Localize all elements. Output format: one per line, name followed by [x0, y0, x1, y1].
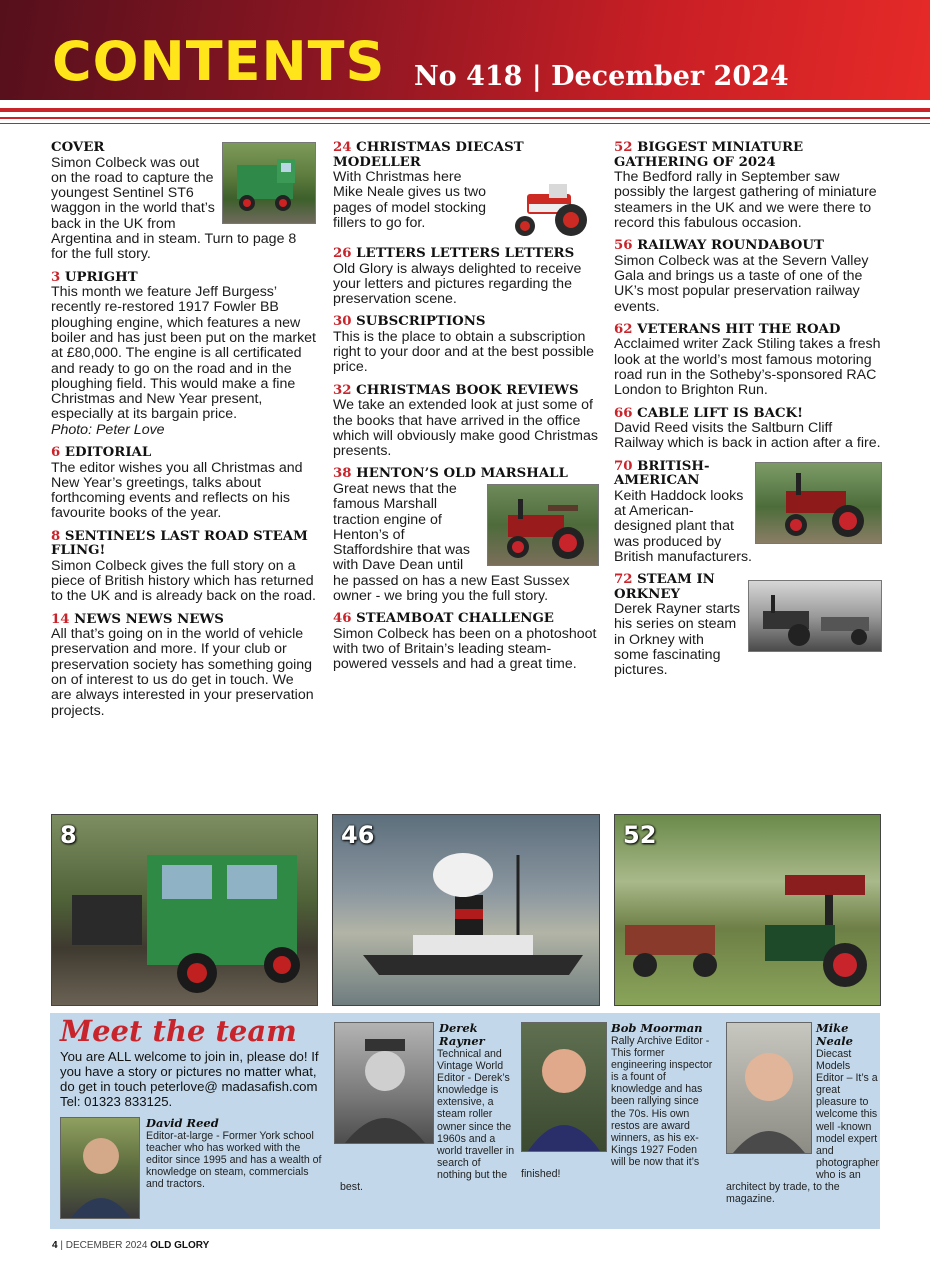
entry-text: All that’s going on in the world of vehicle preservation and more. If your club or preservation society has something going on of interest to us do get in touch. We are always interested in your preservation projects.: [51, 626, 314, 719]
contents-entry-subscriptions[interactable]: [333, 315, 599, 375]
contents-entry-cable-lift[interactable]: [614, 407, 882, 452]
contents-entry-cover[interactable]: [51, 141, 316, 263]
team-member-bob: [521, 1022, 713, 1180]
plant-machine-icon: [755, 462, 882, 544]
page-title: CONTENTS: [52, 30, 386, 93]
photo-page-number: 46: [341, 821, 375, 849]
member-name: Bob Moorman: [611, 1021, 703, 1035]
contents-entry-british-american[interactable]: [614, 460, 882, 565]
david-reed-portrait-icon: [60, 1117, 140, 1219]
page-number: 66: [614, 405, 633, 421]
photo-page-number: 52: [623, 821, 657, 849]
contents-entry-henton[interactable]: [333, 467, 599, 604]
entry-text: The Bedford rally in September saw possibly the largest gathering of miniature steamers in the UK and we were there to record this fabulous occasion.: [614, 169, 877, 231]
contents-column-2: [333, 141, 599, 681]
entry-text: We take an extended look at just some of the books that have arrived in the office which will obviously make good Christmas presents.: [333, 397, 598, 460]
contents-entry-railway[interactable]: [614, 239, 882, 315]
entry-text: Simon Colbeck gives the full story on a piece of British history which has returned to the UK and is already back on the road.: [51, 557, 316, 605]
entry-title: BRITISH-AMERICAN: [614, 458, 710, 489]
contents-column-3: [614, 141, 882, 687]
entry-title: UPRIGHT: [64, 269, 138, 285]
member-bio: [340, 1048, 515, 1193]
contents-entry-orkney[interactable]: [614, 573, 882, 678]
member-bio-text: Technical and Vintage World Editor - Derek’s knowledge is extensive, a steam roller owner since the 1960s and a world traveller in search of nothing but the best.: [340, 1048, 515, 1194]
team-member-derek: [340, 1022, 515, 1193]
contents-entry-sentinel[interactable]: [51, 530, 316, 605]
entry-text: Derek Rayner starts his series on steam in Orkney with some fascinating pictures.: [614, 601, 741, 679]
member-bio-text: Diecast Models Editor – It’s a great pleasure to welcome this well -known model expert and photographer who is an architect by trade, to the magazine.: [726, 1048, 880, 1206]
footer-separator: |: [60, 1240, 63, 1251]
traction-engine-icon: [487, 484, 599, 566]
entry-title: EDITORIAL: [64, 445, 152, 461]
page-number: 38: [333, 466, 352, 482]
entry-title: LETTERS LETTERS LETTERS: [356, 246, 575, 261]
entry-title: VETERANS HIT THE ROAD: [637, 321, 841, 337]
contents-entry-veterans[interactable]: [614, 323, 882, 399]
team-member-david: [146, 1117, 326, 1190]
entry-title: HENTON’S OLD MARSHALL: [356, 466, 568, 482]
page-footer: [52, 1240, 209, 1252]
contents-entry-news[interactable]: [51, 613, 316, 719]
page-number: 26: [333, 246, 352, 261]
issue-label: No 418 | December 2024: [414, 61, 789, 92]
entry-text: Simon Colbeck was at the Severn Valley Gala and brings us a taste of one of the UK’s most popular preservation railway events.: [614, 252, 869, 315]
steamboat-photo[interactable]: [332, 814, 600, 1006]
page-number: 56: [614, 238, 633, 254]
divider-rule: [0, 123, 930, 124]
entry-text: Old Glory is always delighted to receive your letters and pictures regarding the preservation scene.: [333, 260, 582, 308]
entry-title: NEWS NEWS NEWS: [74, 611, 224, 627]
page-number: 8: [51, 528, 61, 544]
page-number: 62: [614, 321, 633, 337]
entry-text: Great news that the famous Marshall traction engine of Henton’s of Staffordshire that was with Dave Dean until he passed on has a new East Sussex owner - we bring you the full story.: [333, 480, 570, 605]
member-name: Derek Rayner: [439, 1021, 485, 1048]
entry-text: This is the place to obtain a subscription right to your door and at the best possible price.: [333, 328, 595, 376]
entry-text: Simon Colbeck was out on the road to capture the youngest Sentinel ST6 waggon in the world that’s back in the UK from Argentina and in steam. Turn to page 8 for the full story.: [51, 154, 297, 263]
miniature-steamers-photo[interactable]: [614, 814, 881, 1006]
page-number: 32: [333, 382, 352, 398]
footer-date: DECEMBER 2024: [65, 1240, 148, 1251]
entry-text: Acclaimed writer Zack Stiling takes a fresh look at the world’s most famous motoring road run in the Sotheby’s-sponsored RAC London to Brighton Run.: [614, 336, 881, 399]
entry-title: RAILWAY ROUNDABOUT: [637, 238, 824, 254]
cover-thumbnail-icon: [222, 142, 316, 224]
page-number: 24: [333, 140, 352, 155]
page-number: 14: [51, 611, 70, 627]
divider-rule: [0, 108, 930, 112]
entry-text: With Christmas here Mike Neale gives us two pages of model stocking fillers to go for.: [333, 169, 487, 231]
member-bio-text: Rally Archive Editor - This former engineering inspector is a fount of knowledge and has been rallying since the 70s. His own restos are award winners, as his ex-Kings 1927 Foden will be now that it’s finished!: [521, 1035, 713, 1181]
entry-title: SUBSCRIPTIONS: [356, 314, 486, 330]
entry-title: STEAMBOAT CHALLENGE: [356, 611, 554, 627]
member-name: Mike Neale: [816, 1021, 853, 1048]
contents-entry-upright[interactable]: [51, 271, 316, 438]
entry-text: The editor wishes you all Christmas and New Year’s greetings, talks about forthcoming events and reflects on his favourite books of the year.: [51, 459, 303, 522]
entry-title: COVER: [51, 140, 105, 155]
member-bio: [521, 1035, 713, 1180]
photo-credit: Photo: Peter Love: [51, 421, 165, 438]
contents-entry-miniature[interactable]: [614, 141, 882, 231]
page-number: 6: [51, 445, 61, 461]
entry-title: CHRISTMAS BOOK REVIEWS: [356, 382, 579, 398]
page-number: 46: [333, 611, 352, 627]
model-tractor-icon: [499, 176, 599, 244]
contents-column-1: [51, 141, 316, 727]
entry-title: CABLE LIFT IS BACK!: [637, 405, 803, 421]
page-number: 70: [614, 458, 633, 474]
entry-text: Keith Haddock looks at American-designed plant that was produced by British manufacturers.: [614, 487, 752, 565]
page-number: 30: [333, 314, 352, 330]
photo-page-number: 8: [60, 821, 77, 849]
divider-rule: [0, 117, 930, 119]
member-name: David Reed: [146, 1116, 219, 1130]
entry-text: David Reed visits the Saltburn Cliff Railway which is back in action after a fire.: [614, 420, 881, 452]
team-member-mike: [726, 1022, 880, 1205]
team-heading: Meet the team: [60, 1014, 297, 1048]
contents-entry-diecast[interactable]: [333, 141, 599, 231]
member-bio: Editor-at-large - Former York school teacher who has worked with the editor since 1995 and has a wealth of knowledge on steam, commercials and tractors.: [146, 1130, 322, 1191]
entry-text: This month we feature Jeff Burgess’ recently re-restored 1917 Fowler BB ploughing engine, which features a new boiler and has just been put on the market at £80,000. The engine is all certificated and ready to go on the road and in the ploughing field. This would make a fine Christmas and New Year present, especially at its bargain price.: [51, 284, 317, 423]
contents-entry-steamboat[interactable]: [333, 612, 599, 672]
entry-text: Simon Colbeck has been on a photoshoot with two of Britain’s leading steam-powered vessels and had a great time.: [333, 625, 597, 673]
orkney-steam-icon: [748, 580, 882, 652]
footer-magazine-name: OLD GLORY: [150, 1240, 210, 1251]
page-number: 72: [614, 572, 633, 588]
header-banner: [0, 0, 930, 100]
page-number: 3: [51, 269, 61, 285]
sentinel-waggon-photo[interactable]: [51, 814, 318, 1006]
team-intro-text: You are ALL welcome to join in, please do! If you have a story or pictures no matter what, do get in touch peterlove@ madasafish.com Tel: 01323 833125.: [60, 1049, 319, 1109]
contents-entry-letters[interactable]: [333, 247, 599, 307]
entry-title: STEAM IN ORKNEY: [614, 572, 715, 602]
entry-title: SENTINEL’S LAST ROAD STEAM FLING!: [51, 528, 308, 559]
contents-entry-editorial[interactable]: [51, 446, 316, 522]
member-bio: [726, 1048, 880, 1205]
contents-entry-book-reviews[interactable]: [333, 384, 599, 460]
footer-page-number: 4: [52, 1240, 58, 1251]
entry-title: CHRISTMAS DIECAST MODELLER: [333, 140, 524, 170]
page-number: 52: [614, 140, 633, 155]
entry-title: BIGGEST MINIATURE GATHERING OF 2024: [614, 140, 804, 170]
